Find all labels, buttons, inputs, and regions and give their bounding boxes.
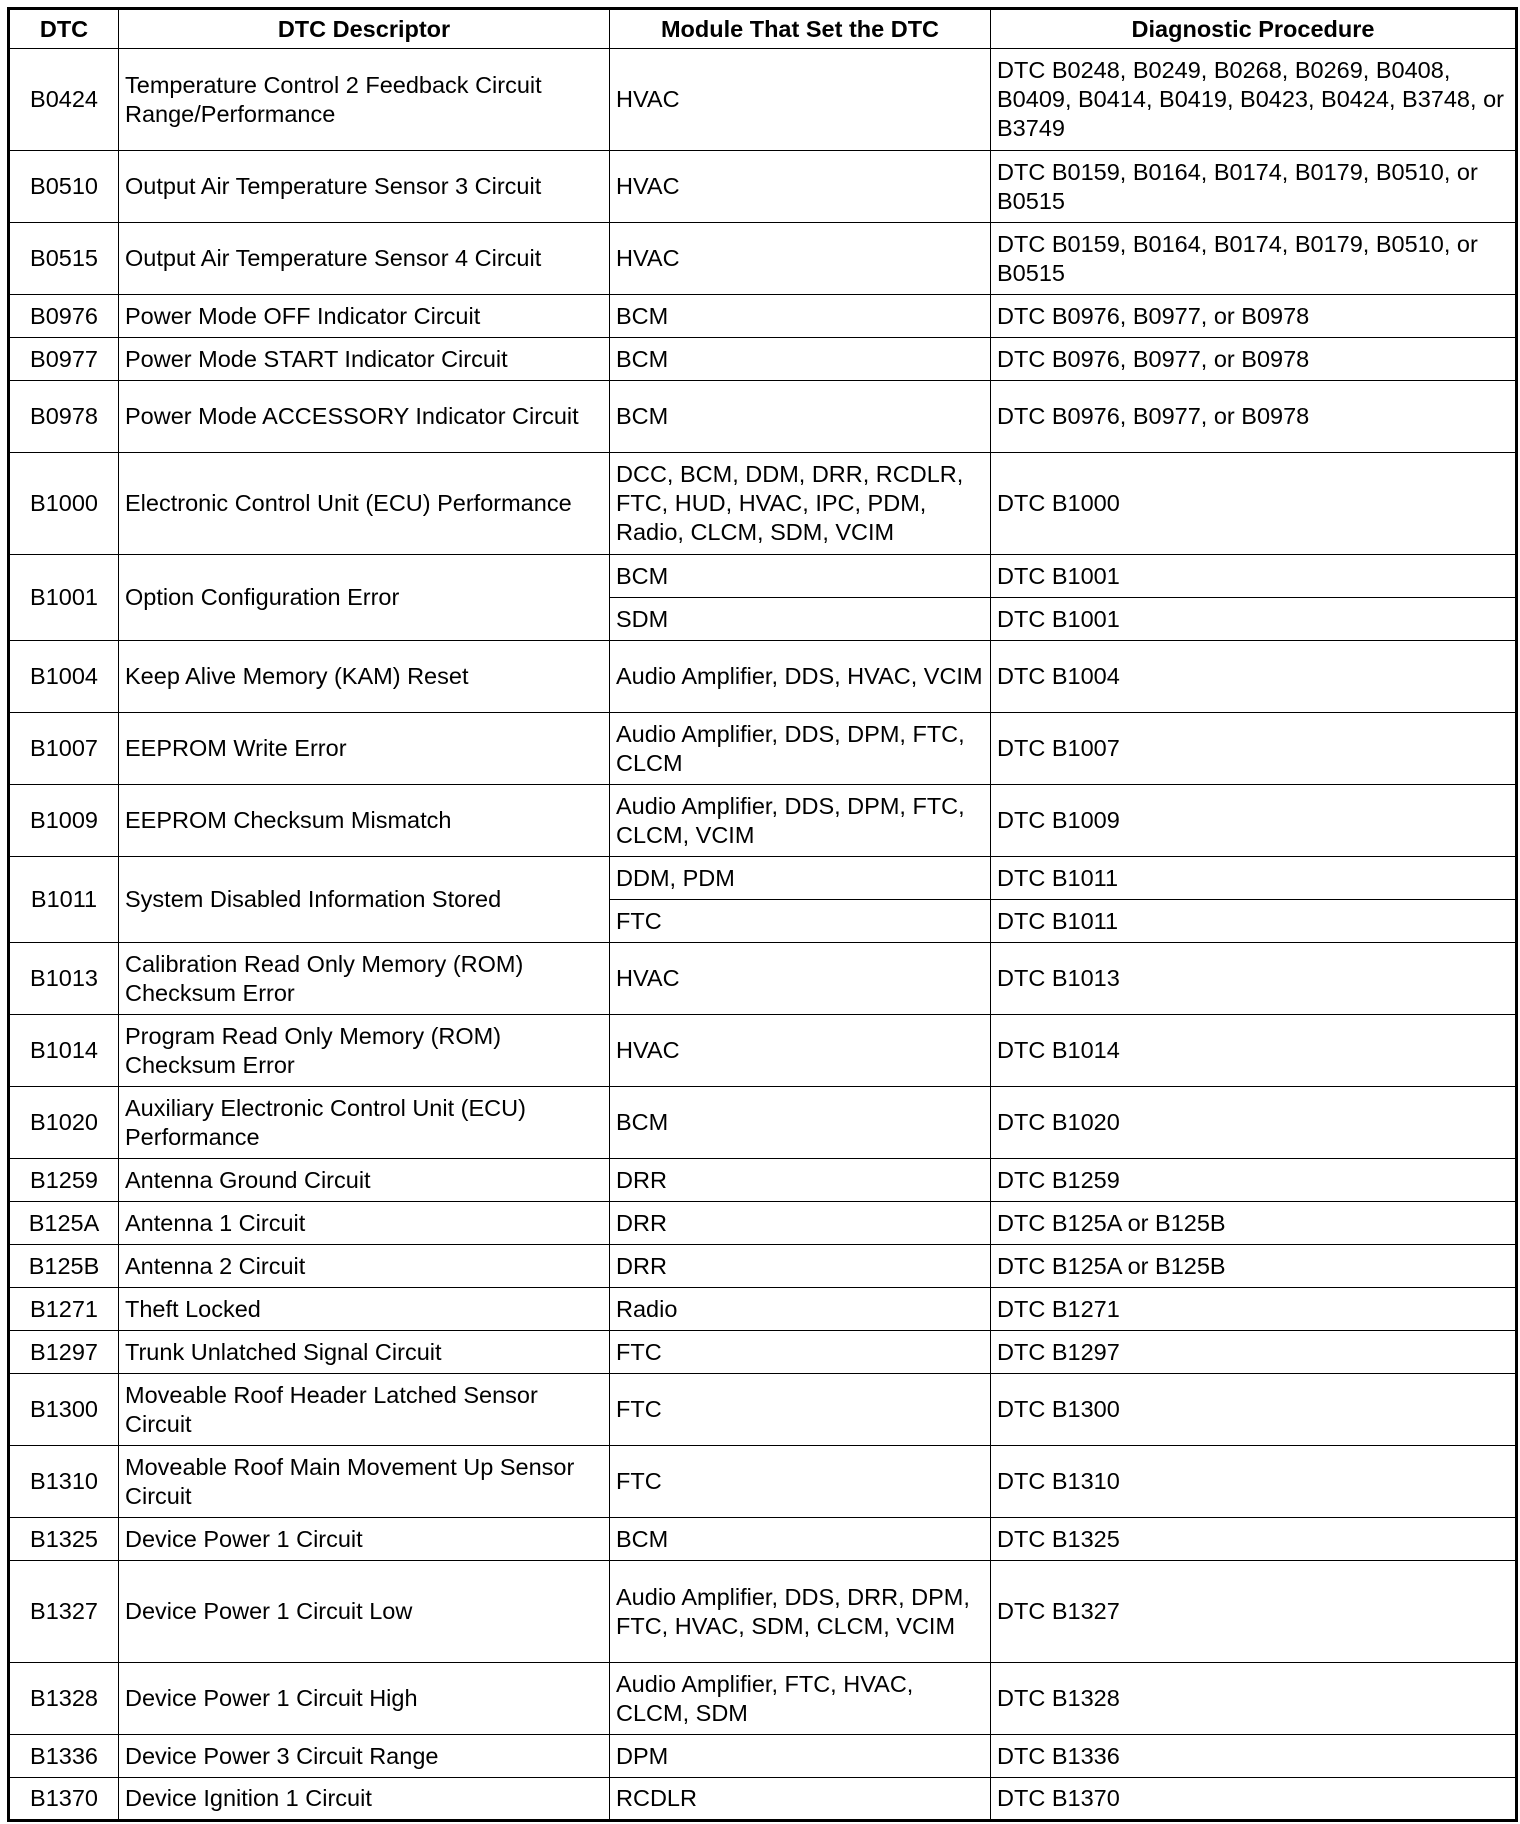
procedure-cell: DTC B1001 — [991, 555, 1517, 598]
dtc-descriptor: Trunk Unlatched Signal Circuit — [119, 1331, 610, 1374]
table-row — [9, 713, 1517, 785]
dtc-descriptor: Power Mode OFF Indicator Circuit — [119, 295, 610, 338]
dtc-code: B1000 — [9, 453, 119, 555]
procedure-cell: DTC B1259 — [991, 1159, 1517, 1202]
table-row — [9, 338, 1517, 381]
dtc-code: B0976 — [9, 295, 119, 338]
header-descriptor: DTC Descriptor — [119, 9, 610, 49]
procedure-cell: DTC B125A or B125B — [991, 1245, 1517, 1288]
dtc-descriptor: Antenna 1 Circuit — [119, 1202, 610, 1245]
procedure-cell: DTC B1011 — [991, 857, 1517, 900]
dtc-code: B1300 — [9, 1374, 119, 1446]
procedure-cell: DTC B1009 — [991, 785, 1517, 857]
procedure-cell: DTC B125A or B125B — [991, 1202, 1517, 1245]
dtc-code: B1370 — [9, 1778, 119, 1821]
table-row — [9, 1374, 1517, 1446]
table-row — [9, 1518, 1517, 1561]
module-cell: DRR — [610, 1159, 991, 1202]
procedure-cell: DTC B1370 — [991, 1778, 1517, 1821]
module-cell: FTC — [610, 1374, 991, 1446]
procedure-cell: DTC B0976, B0977, or B0978 — [991, 338, 1517, 381]
table-row — [9, 1159, 1517, 1202]
module-cell: FTC — [610, 900, 991, 943]
dtc-code: B125A — [9, 1202, 119, 1245]
dtc-descriptor: Antenna Ground Circuit — [119, 1159, 610, 1202]
procedure-cell: DTC B1014 — [991, 1015, 1517, 1087]
dtc-code: B1328 — [9, 1663, 119, 1735]
dtc-descriptor: Device Power 1 Circuit High — [119, 1663, 610, 1735]
module-cell: Audio Amplifier, DDS, DRR, DPM, FTC, HVAC, SDM, CLCM, VCIM — [610, 1561, 991, 1663]
table-row — [9, 1245, 1517, 1288]
procedure-cell: DTC B0159, B0164, B0174, B0179, B0510, or B0515 — [991, 151, 1517, 223]
dtc-code: B0424 — [9, 49, 119, 151]
module-cell: BCM — [610, 1087, 991, 1159]
table-row — [9, 1202, 1517, 1245]
dtc-descriptor: Program Read Only Memory (ROM) Checksum Error — [119, 1015, 610, 1087]
procedure-cell: DTC B1325 — [991, 1518, 1517, 1561]
dtc-code: B0510 — [9, 151, 119, 223]
table-row — [9, 1331, 1517, 1374]
procedure-cell: DTC B1328 — [991, 1663, 1517, 1735]
procedure-cell: DTC B1327 — [991, 1561, 1517, 1663]
module-cell: BCM — [610, 1518, 991, 1561]
module-cell: BCM — [610, 295, 991, 338]
dtc-code: B1336 — [9, 1735, 119, 1778]
table-row — [9, 453, 1517, 555]
module-cell: DDM, PDM — [610, 857, 991, 900]
dtc-descriptor: EEPROM Write Error — [119, 713, 610, 785]
table-row — [9, 1778, 1517, 1821]
table-row — [9, 151, 1517, 223]
module-cell: HVAC — [610, 943, 991, 1015]
dtc-code: B1009 — [9, 785, 119, 857]
dtc-code: B1271 — [9, 1288, 119, 1331]
dtc-code: B1259 — [9, 1159, 119, 1202]
dtc-code: B125B — [9, 1245, 119, 1288]
procedure-cell: DTC B0248, B0249, B0268, B0269, B0408, B0409, B0414, B0419, B0423, B0424, B3748, or B3749 — [991, 49, 1517, 151]
table-row — [9, 381, 1517, 453]
procedure-cell: DTC B1000 — [991, 453, 1517, 555]
procedure-cell: DTC B1013 — [991, 943, 1517, 1015]
table-row — [9, 1735, 1517, 1778]
dtc-code: B1011 — [9, 857, 119, 943]
procedure-cell: DTC B1001 — [991, 598, 1517, 641]
module-cell: BCM — [610, 338, 991, 381]
table-row — [9, 1663, 1517, 1735]
dtc-descriptor: Auxiliary Electronic Control Unit (ECU) Performance — [119, 1087, 610, 1159]
dtc-code: B0977 — [9, 338, 119, 381]
table-row — [9, 49, 1517, 151]
dtc-descriptor: Device Power 1 Circuit — [119, 1518, 610, 1561]
header-procedure: Diagnostic Procedure — [991, 9, 1517, 49]
dtc-code: B1325 — [9, 1518, 119, 1561]
dtc-descriptor: Device Ignition 1 Circuit — [119, 1778, 610, 1821]
module-cell: Audio Amplifier, DDS, HVAC, VCIM — [610, 641, 991, 713]
table-row — [9, 785, 1517, 857]
table-row — [9, 943, 1517, 1015]
procedure-cell: DTC B0159, B0164, B0174, B0179, B0510, or B0515 — [991, 223, 1517, 295]
dtc-descriptor: Power Mode START Indicator Circuit — [119, 338, 610, 381]
table-row — [9, 1288, 1517, 1331]
dtc-code: B0978 — [9, 381, 119, 453]
dtc-descriptor: Calibration Read Only Memory (ROM) Checksum Error — [119, 943, 610, 1015]
dtc-code: B1310 — [9, 1446, 119, 1518]
table-row — [9, 1446, 1517, 1518]
module-cell: FTC — [610, 1331, 991, 1374]
dtc-descriptor: Power Mode ACCESSORY Indicator Circuit — [119, 381, 610, 453]
module-cell: SDM — [610, 598, 991, 641]
module-cell: Radio — [610, 1288, 991, 1331]
module-cell: BCM — [610, 381, 991, 453]
dtc-descriptor: Keep Alive Memory (KAM) Reset — [119, 641, 610, 713]
header-row — [9, 9, 1517, 49]
module-cell: BCM — [610, 555, 991, 598]
dtc-descriptor: Option Configuration Error — [119, 555, 610, 641]
dtc-descriptor: Antenna 2 Circuit — [119, 1245, 610, 1288]
procedure-cell: DTC B1011 — [991, 900, 1517, 943]
module-cell: DCC, BCM, DDM, DRR, RCDLR, FTC, HUD, HVAC, IPC, PDM, Radio, CLCM, SDM, VCIM — [610, 453, 991, 555]
procedure-cell: DTC B1310 — [991, 1446, 1517, 1518]
module-cell: DRR — [610, 1245, 991, 1288]
procedure-cell: DTC B1336 — [991, 1735, 1517, 1778]
table-row — [9, 1087, 1517, 1159]
procedure-cell: DTC B0976, B0977, or B0978 — [991, 381, 1517, 453]
dtc-table — [7, 7, 1518, 1822]
dtc-descriptor: Electronic Control Unit (ECU) Performance — [119, 453, 610, 555]
dtc-descriptor: Moveable Roof Header Latched Sensor Circuit — [119, 1374, 610, 1446]
dtc-descriptor: Temperature Control 2 Feedback Circuit Range/Performance — [119, 49, 610, 151]
module-cell: Audio Amplifier, DDS, DPM, FTC, CLCM — [610, 713, 991, 785]
procedure-cell: DTC B1007 — [991, 713, 1517, 785]
dtc-code: B1297 — [9, 1331, 119, 1374]
dtc-descriptor: EEPROM Checksum Mismatch — [119, 785, 610, 857]
header-dtc: DTC — [9, 9, 119, 49]
table-row — [9, 857, 1517, 900]
module-cell: HVAC — [610, 223, 991, 295]
procedure-cell: DTC B1300 — [991, 1374, 1517, 1446]
dtc-code: B1014 — [9, 1015, 119, 1087]
procedure-cell: DTC B1004 — [991, 641, 1517, 713]
table-row — [9, 223, 1517, 295]
module-cell: Audio Amplifier, DDS, DPM, FTC, CLCM, VCIM — [610, 785, 991, 857]
dtc-code: B1327 — [9, 1561, 119, 1663]
procedure-cell: DTC B1020 — [991, 1087, 1517, 1159]
dtc-descriptor: Theft Locked — [119, 1288, 610, 1331]
procedure-cell: DTC B0976, B0977, or B0978 — [991, 295, 1517, 338]
dtc-code: B1013 — [9, 943, 119, 1015]
header-module: Module That Set the DTC — [610, 9, 991, 49]
dtc-descriptor: Output Air Temperature Sensor 3 Circuit — [119, 151, 610, 223]
dtc-code: B1004 — [9, 641, 119, 713]
module-cell: HVAC — [610, 151, 991, 223]
table-row — [9, 641, 1517, 713]
table-body — [9, 49, 1517, 1821]
module-cell: HVAC — [610, 49, 991, 151]
table-row — [9, 555, 1517, 598]
dtc-code: B1020 — [9, 1087, 119, 1159]
table-row — [9, 1561, 1517, 1663]
dtc-code: B1007 — [9, 713, 119, 785]
procedure-cell: DTC B1271 — [991, 1288, 1517, 1331]
dtc-descriptor: System Disabled Information Stored — [119, 857, 610, 943]
module-cell: FTC — [610, 1446, 991, 1518]
module-cell: DPM — [610, 1735, 991, 1778]
dtc-descriptor: Output Air Temperature Sensor 4 Circuit — [119, 223, 610, 295]
dtc-code: B0515 — [9, 223, 119, 295]
dtc-descriptor: Device Power 1 Circuit Low — [119, 1561, 610, 1663]
module-cell: Audio Amplifier, FTC, HVAC, CLCM, SDM — [610, 1663, 991, 1735]
table-row — [9, 295, 1517, 338]
module-cell: HVAC — [610, 1015, 991, 1087]
dtc-code: B1001 — [9, 555, 119, 641]
dtc-descriptor: Device Power 3 Circuit Range — [119, 1735, 610, 1778]
module-cell: RCDLR — [610, 1778, 991, 1821]
module-cell: DRR — [610, 1202, 991, 1245]
table-row — [9, 1015, 1517, 1087]
procedure-cell: DTC B1297 — [991, 1331, 1517, 1374]
dtc-descriptor: Moveable Roof Main Movement Up Sensor Circuit — [119, 1446, 610, 1518]
